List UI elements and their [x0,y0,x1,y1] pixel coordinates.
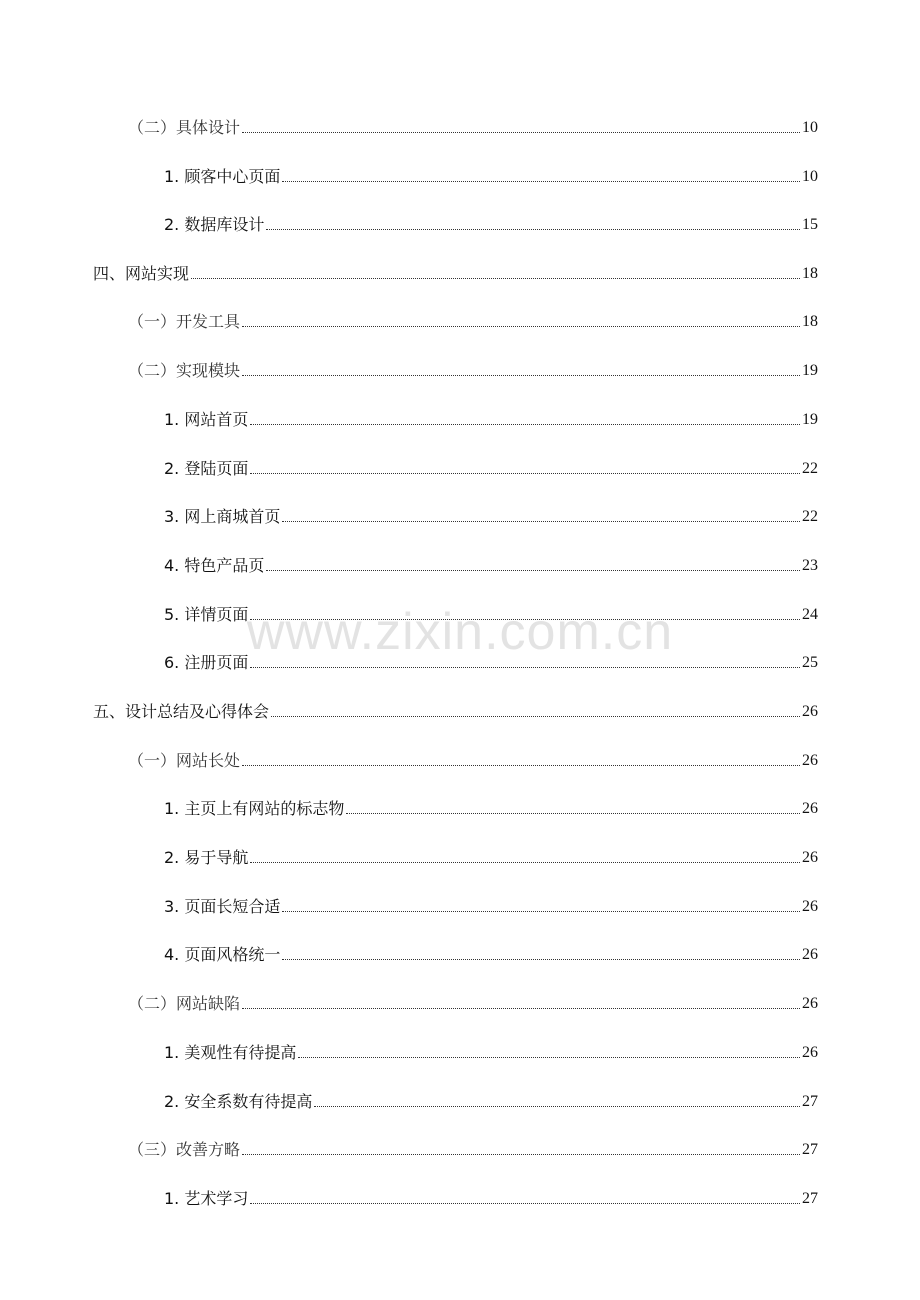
toc-entry[interactable] [164,601,818,625]
toc-entry[interactable] [128,114,818,138]
toc-entry-title: 2. 登陆页面 [164,459,249,478]
toc-entry-title: 1. 顾客中心页面 [164,167,281,186]
toc-entry[interactable] [164,649,818,673]
toc-page-number: 10 [802,119,818,136]
toc-entry[interactable] [128,990,818,1014]
toc-dot-leader [250,1203,800,1204]
toc-page-number: 27 [802,1190,818,1207]
toc-dot-leader [250,862,800,863]
toc-entry[interactable] [93,698,818,722]
toc-entry[interactable] [164,893,818,917]
toc-entry[interactable] [164,163,818,187]
toc-dot-leader [250,424,800,425]
toc-page-number: 26 [802,995,818,1012]
toc-page-number: 27 [802,1141,818,1158]
toc-entry[interactable] [164,844,818,868]
toc-page-number: 18 [802,265,818,282]
toc-entry[interactable] [164,211,818,235]
toc-entry[interactable] [164,455,818,479]
toc-entry-title: （一）网站长处 [128,751,241,770]
toc-page-number: 15 [802,216,818,233]
toc-entry-title: 四、网站实现 [93,264,190,283]
toc-dot-leader [271,716,800,717]
toc-entry-title: （二）网站缺陷 [128,994,241,1013]
toc-entry[interactable] [164,1039,818,1063]
toc-page-number: 10 [802,168,818,185]
toc-dot-leader [346,813,800,814]
toc-dot-leader [266,570,800,571]
toc-dot-leader [242,1154,800,1155]
toc-page-number: 26 [802,1044,818,1061]
toc-entry-title: （三）改善方略 [128,1140,241,1159]
toc-entry-title: 5. 详情页面 [164,605,249,624]
toc-dot-leader [314,1106,800,1107]
toc-entry-title: 2. 安全系数有待提高 [164,1092,313,1111]
toc-page-number: 27 [802,1093,818,1110]
toc-entry-title: 2. 数据库设计 [164,215,265,234]
toc-entry-title: 1. 艺术学习 [164,1189,249,1208]
toc-dot-leader [242,375,800,376]
toc-entry-title: 2. 易于导航 [164,848,249,867]
toc-dot-leader [242,326,800,327]
toc-page-number: 25 [802,654,818,671]
toc-entry[interactable] [128,1136,818,1160]
toc-entry[interactable] [164,552,818,576]
toc-dot-leader [250,473,800,474]
toc-entry[interactable] [164,795,818,819]
toc-entry-title: 3. 网上商城首页 [164,507,281,526]
toc-entry-title: 1. 主页上有网站的标志物 [164,799,345,818]
toc-entry-title: 1. 网站首页 [164,410,249,429]
toc-page-number: 19 [802,362,818,379]
toc-page-number: 26 [802,946,818,963]
toc-entry-title: 1. 美观性有待提高 [164,1043,297,1062]
toc-dot-leader [282,911,800,912]
toc-page-number: 26 [802,752,818,769]
toc-dot-leader [250,619,800,620]
toc-entry[interactable] [164,941,818,965]
toc-entry-title: 五、设计总结及心得体会 [93,702,270,721]
toc-dot-leader [282,521,800,522]
toc-page-number: 26 [802,800,818,817]
toc-entry-title: （二）实现模块 [128,361,241,380]
toc-page-number: 22 [802,460,818,477]
toc-entry[interactable] [128,357,818,381]
toc-page-number: 23 [802,557,818,574]
toc-dot-leader [266,229,800,230]
toc-entry[interactable] [164,1088,818,1112]
toc-dot-leader [242,765,800,766]
toc-entry[interactable] [164,406,818,430]
toc-entry-title: 4. 页面风格统一 [164,945,281,964]
toc-entry-title: （二）具体设计 [128,118,241,137]
toc-dot-leader [250,667,800,668]
toc-entry[interactable] [164,1185,818,1209]
toc-entry[interactable] [128,747,818,771]
toc-dot-leader [282,181,800,182]
toc-page-number: 26 [802,703,818,720]
toc-entry-title: 6. 注册页面 [164,653,249,672]
toc-entry[interactable] [164,503,818,527]
toc-page-number: 26 [802,849,818,866]
toc-page-number: 19 [802,411,818,428]
toc-dot-leader [282,959,800,960]
toc-dot-leader [298,1057,800,1058]
toc-entry[interactable] [93,260,818,284]
toc-page-number: 22 [802,508,818,525]
toc-entry-title: 3. 页面长短合适 [164,897,281,916]
toc-entry-title: 4. 特色产品页 [164,556,265,575]
toc-page-number: 18 [802,313,818,330]
toc-entry-title: （一）开发工具 [128,312,241,331]
toc-dot-leader [242,132,800,133]
toc-dot-leader [191,278,800,279]
toc-page-number: 24 [802,606,818,623]
toc-entry[interactable] [128,308,818,332]
toc-dot-leader [242,1008,800,1009]
watermark: www.zixin.com.cn [246,603,674,661]
toc-page-number: 26 [802,898,818,915]
